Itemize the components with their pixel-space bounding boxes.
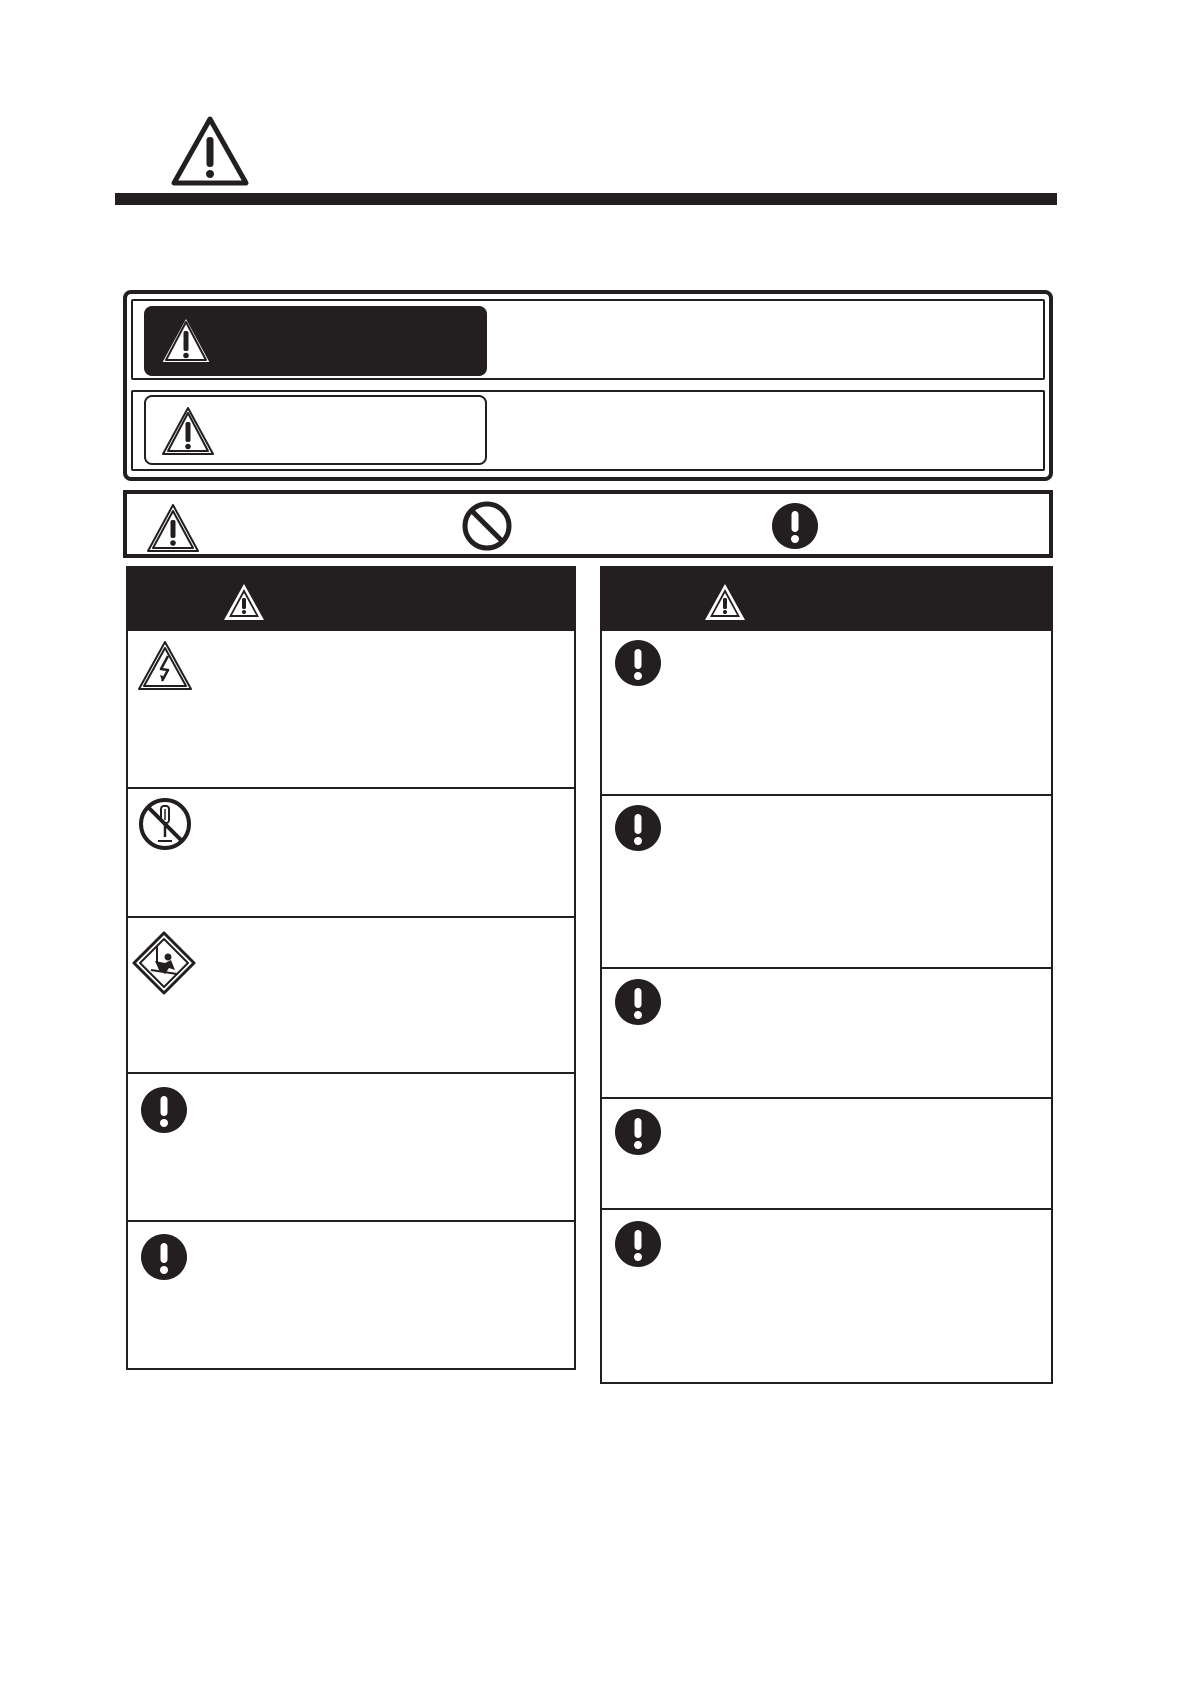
list-item [602, 967, 1051, 1097]
warning-triangle-icon [222, 582, 266, 622]
mandatory-action-icon [614, 1220, 662, 1268]
mandatory-action-icon [614, 804, 662, 852]
signal-word-legend [123, 290, 1053, 481]
electric-shock-icon [136, 639, 194, 693]
mandatory-action-icon [770, 501, 820, 551]
caution-label-box [144, 395, 487, 465]
caution-column [600, 566, 1053, 1384]
list-item [602, 1208, 1051, 1382]
warning-label-box [144, 306, 487, 376]
no-disassembly-icon [138, 797, 192, 851]
list-item [128, 916, 574, 1072]
list-item [602, 1097, 1051, 1208]
prohibition-icon [461, 500, 513, 552]
warning-triangle-icon [158, 313, 214, 367]
list-item [128, 1220, 574, 1368]
hazard-diamond-icon [131, 930, 197, 996]
symbol-legend-bar [123, 490, 1053, 558]
warning-triangle-icon [703, 582, 747, 622]
warning-triangle-icon [160, 404, 216, 458]
list-item [602, 794, 1051, 967]
title-warning-icon [170, 115, 250, 187]
mandatory-action-icon [140, 1086, 188, 1134]
mandatory-action-icon [614, 639, 662, 687]
legend-row-warning [131, 299, 1045, 380]
mandatory-action-icon [614, 1108, 662, 1156]
warning-column-header [128, 568, 574, 631]
warning-column [126, 566, 576, 1370]
list-item [602, 631, 1051, 794]
mandatory-action-icon [614, 978, 662, 1026]
title-rule [115, 193, 1057, 205]
list-item [128, 631, 574, 787]
caution-column-header [602, 568, 1051, 631]
list-item [128, 1072, 574, 1220]
mandatory-action-icon [140, 1233, 188, 1281]
list-item [128, 787, 574, 916]
warning-triangle-icon [145, 502, 201, 554]
legend-row-caution [131, 390, 1045, 471]
